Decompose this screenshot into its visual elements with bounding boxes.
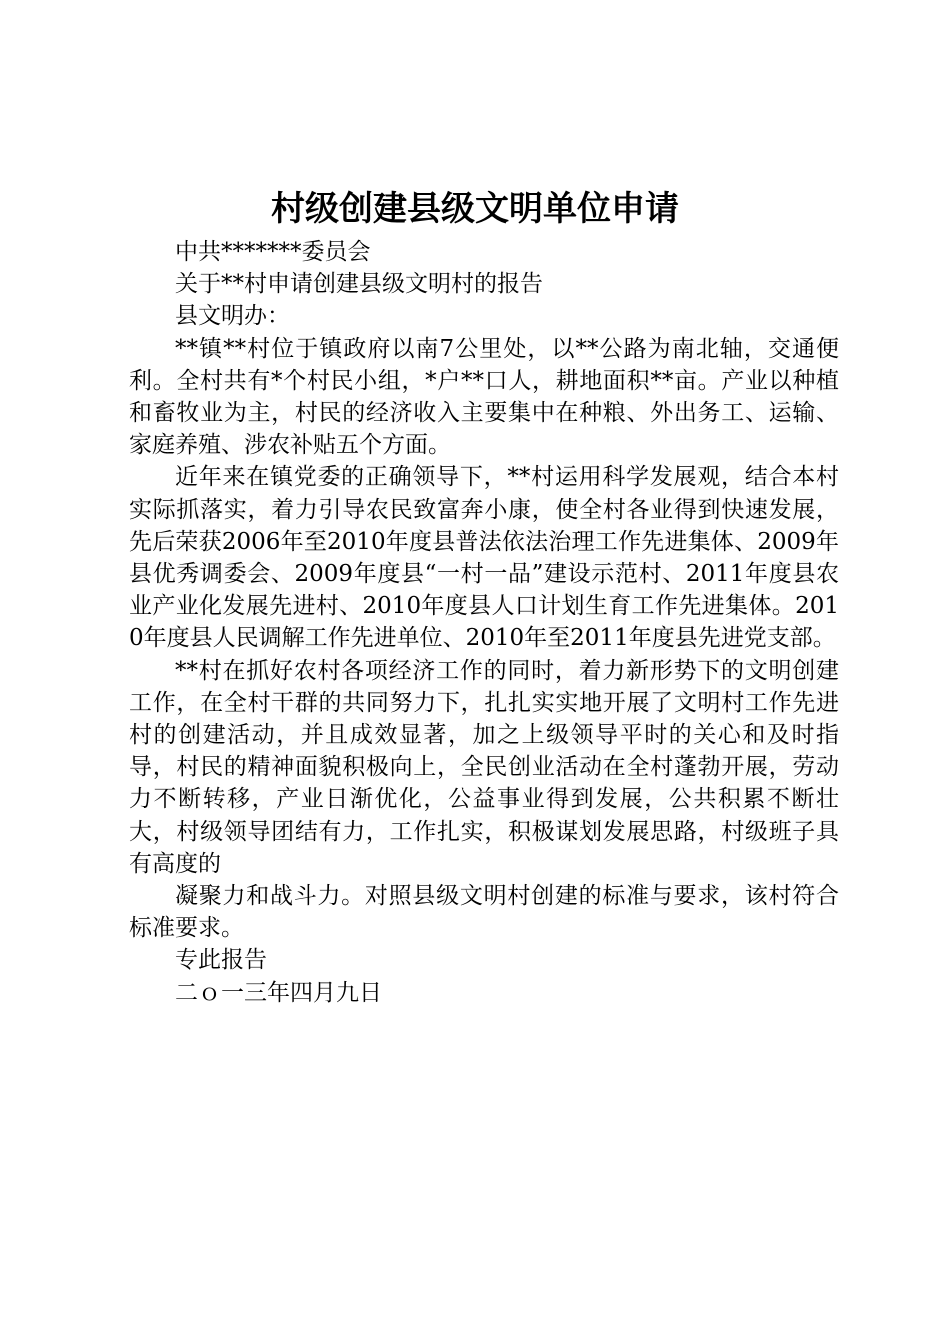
report-subject-line: 关于**村申请创建县级文明村的报告: [175, 271, 543, 298]
addressee-line: 县文明办：: [175, 303, 290, 330]
body-paragraph-civilization-work: **村在抓好农村各项经济工作的同时，着力新形势下的文明创建工作，在全村干群的共同努力下，扎扎实实地开展了文明村工作先进村的创建活动，并且成效显著，加之上级领导平时的关心和及时指导，村民的精神面貌积极向上，全民创业活动在全村蓬勃开展，劳动力不断转移，产业日渐优化，公益事业得到发展，公共积累不断壮大，村级领导团结有力，工作扎实，积极谋划发展思路，村级班子具有高度的: [129, 657, 839, 877]
body-paragraph-village-overview: **镇**村位于镇政府以南7公里处，以**公路为南北轴，交通便利。全村共有*个村民小组，*户**口人，耕地面积**亩。产业以种植和畜牧业为主，村民的经济收入主要集中在种粮、外出务工、运输、家庭养殖、涉农补贴五个方面。: [129, 335, 839, 459]
issuer-line: 中共*******委员会: [175, 239, 371, 265]
body-paragraph-honors: 近年来在镇党委的正确领导下，**村运用科学发展观，结合本村实际抓落实，着力引导农民致富奔小康，使全村各业得到快速发展，先后荣获2006年至2010年度县普法依法治理工作先进集体、2009年县优秀调委会、2009年度县“一村一品”建设示范村、2011年度县农业产业化发展先进村、2010年度县人口计划生育工作先进集体。2010年度县人民调解工作先进单位、2010年至2011年度县先进党支部。: [129, 464, 839, 652]
date-line: 二ｏ一三年四月九日: [175, 979, 382, 1006]
closing-line: 专此报告: [175, 947, 267, 974]
document-body: [129, 236, 839, 1009]
body-paragraph-conclusion: 凝聚力和战斗力。对照县级文明村创建的标准与要求，该村符合标准要求。: [129, 883, 839, 942]
document-title: 村级创建县级文明单位申请: [271, 189, 679, 229]
